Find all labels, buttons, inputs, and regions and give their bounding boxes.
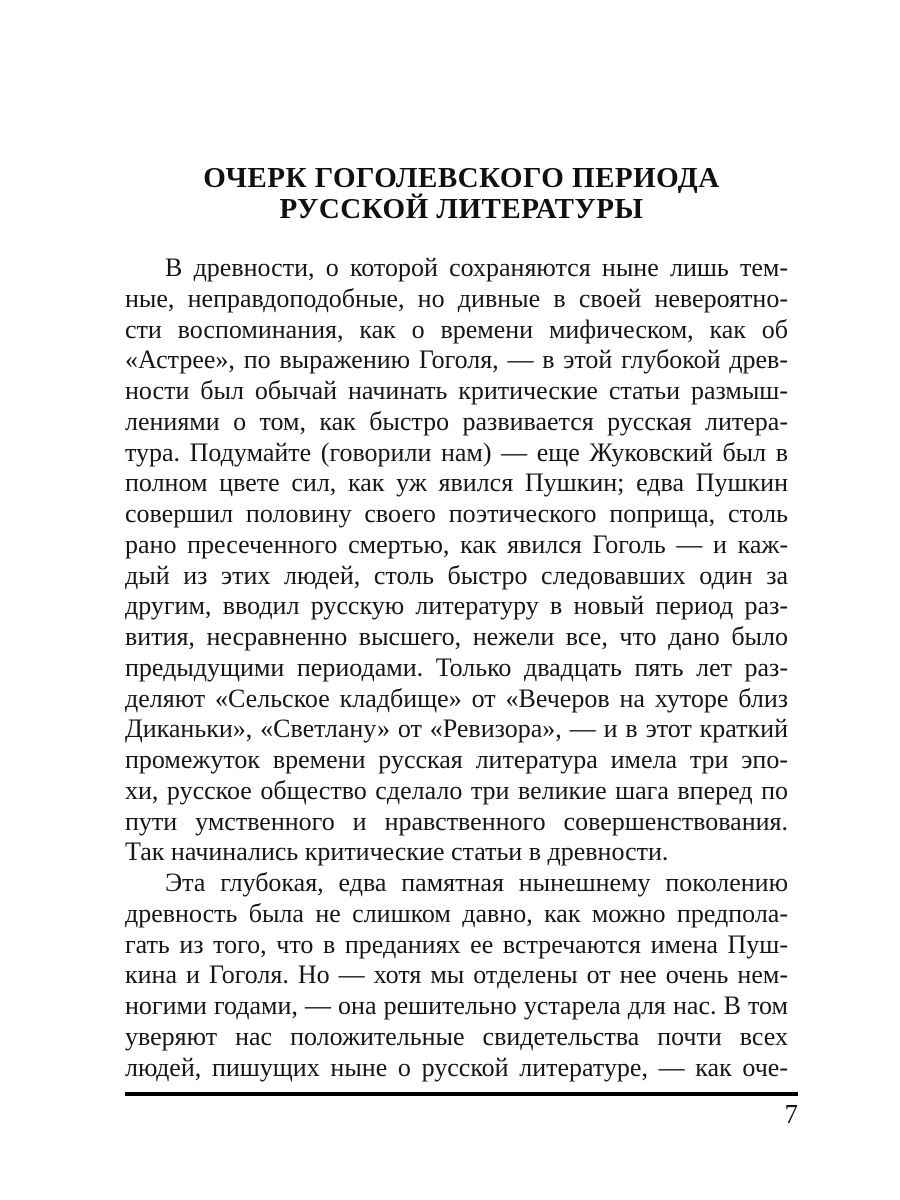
text-line: Диканьки», «Светлану» от «Ревизора», — и в этот краткий <box>125 714 788 744</box>
text-line: совершил половину своего поэтического поприща, столь <box>125 499 788 528</box>
text-line: уверяют нас положительные свидетельства почти всех <box>125 1021 788 1051</box>
text-line: Эта глубокая, едва памятная нынешнему поколению <box>165 868 788 897</box>
chapter-title <box>125 163 798 225</box>
text-line: ногими годами, — она решительно устарела для нас. В том <box>125 991 788 1020</box>
text-line: вития, несравненно высшего, нежели все, что дано было <box>125 622 788 651</box>
text-line: людей, пишущих ныне о русской литературе, — как оче- <box>125 1052 788 1082</box>
text-line: В древности, о которой сохраняются ныне лишь тем- <box>165 253 788 282</box>
text-line: кина и Гоголя. Но — хотя мы отделены от нее очень нем- <box>125 960 788 990</box>
text-line: полном цвете сил, как уж явился Пушкин; едва Пушкин <box>125 468 788 498</box>
text-line: сти воспоминания, как о времени мифическом, как об <box>125 314 788 344</box>
paragraph <box>125 868 788 1083</box>
page-number: 7 <box>784 1099 798 1129</box>
footer-rule <box>125 1092 798 1096</box>
text-line: деляют «Сельское кладбище» от «Вечеров на хуторе близ <box>125 683 788 713</box>
text-line: гать из того, что в преданиях ее встречаются имена Пуш- <box>125 929 788 959</box>
text-line: хи, русское общество сделало три великие шага вперед по <box>125 775 788 805</box>
text-line: предыдущими периодами. Только двадцать пять лет раз- <box>125 652 788 682</box>
chapter-title-line-2: РУССКОЙ ЛИТЕРАТУРЫ <box>279 193 644 225</box>
text-line: рано пресеченного смертью, как явился Гоголь — и каж- <box>125 529 788 559</box>
text-line: ные, неправдоподобные, но дивные в своей невероятно- <box>125 283 788 313</box>
text-line: промежуток времени русская литература имела три эпо- <box>125 745 788 774</box>
text-line: древность была не слишком давно, как можно предпола- <box>125 898 788 928</box>
text-line: другим, вводил русскую литературу в новый период раз- <box>125 591 788 621</box>
chapter-title-line-1: ОЧЕРК ГОГОЛЕВСКОГО ПЕРИОДА <box>203 162 720 194</box>
paragraph <box>125 253 788 868</box>
text-line: ности был обычай начинать критические статьи размыш- <box>125 376 788 405</box>
text-line: лениями о том, как быстро развивается русская литера- <box>125 406 788 436</box>
text-line: «Астрее», по выражению Гоголя, — в этой глубокой древ- <box>125 345 788 375</box>
page-body <box>125 253 788 1083</box>
text-line: Так начинались критические статьи в древности. <box>125 837 669 867</box>
text-line: дый из этих людей, столь быстро следовавших один за <box>125 560 788 590</box>
text-line: пути умственного и нравственного совершенствования. <box>125 806 788 836</box>
text-line: тура. Подумайте (говорили нам) — еще Жуковский был в <box>125 437 788 467</box>
